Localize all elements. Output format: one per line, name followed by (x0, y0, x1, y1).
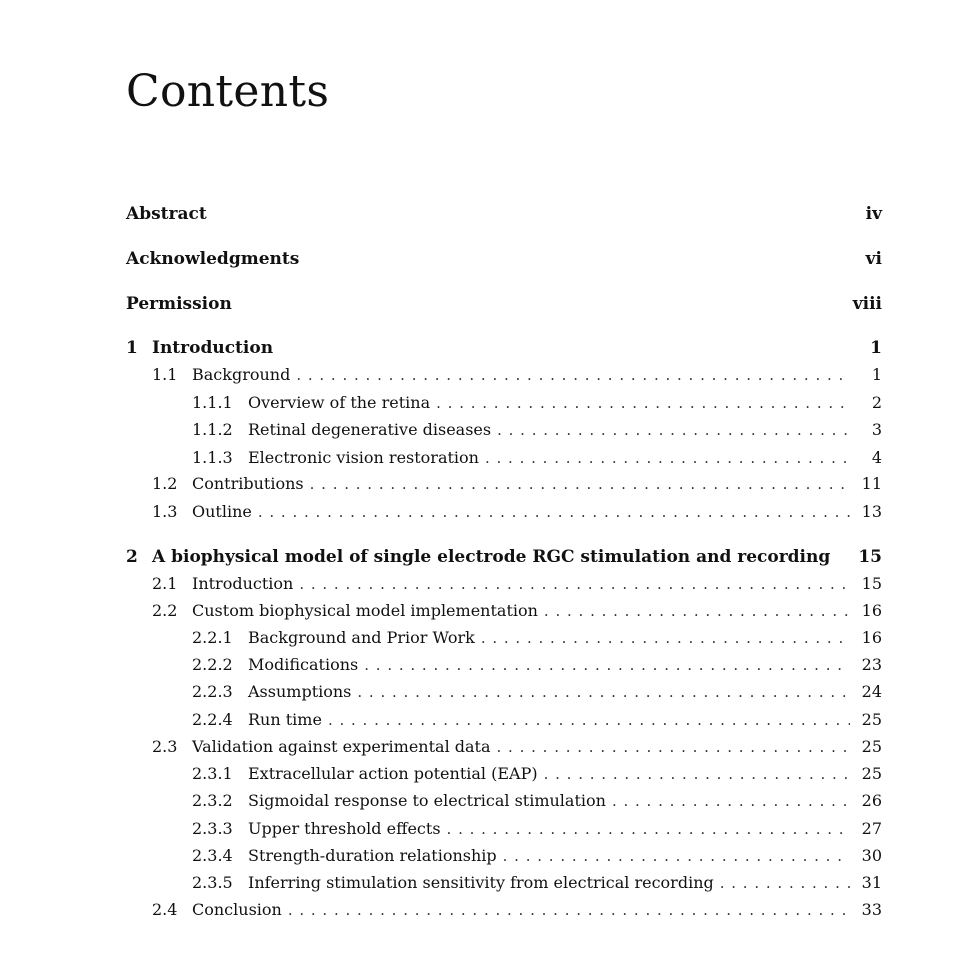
dot-leader (357, 680, 850, 704)
toc-section-number: 2.3 (152, 737, 178, 756)
toc-entry-page: viii (852, 294, 882, 314)
dot-leader (544, 599, 850, 623)
toc-section-title: Introduction (192, 574, 294, 593)
toc-subsection-title: Extracellular action potential (EAP) (248, 764, 538, 783)
toc-subsection-number: 2.2.2 (192, 655, 233, 674)
toc-subsection[interactable] (192, 680, 882, 704)
toc-section-title: Background (192, 365, 291, 384)
toc-subsection-title: Overview of the retina (248, 393, 431, 412)
toc-entry-title: Abstract (126, 204, 207, 224)
page-title: Contents (126, 66, 330, 117)
toc-subsection-title: Electronic vision restoration (248, 448, 479, 467)
toc-subsection-title: Inferring stimulation sensitivity from electrical recording (248, 873, 714, 892)
toc-subsection-page: 30 (861, 846, 882, 865)
toc-subsection-number: 2.3.3 (192, 819, 233, 838)
toc-subsection-number: 2.3.4 (192, 846, 233, 865)
toc-entry-title: Acknowledgments (126, 249, 300, 269)
toc-subsection-number: 2.3.2 (192, 791, 233, 810)
toc-chapter-1[interactable] (126, 336, 882, 360)
toc-section-number: 2.2 (152, 601, 178, 620)
dot-leader (328, 708, 850, 732)
dot-leader (364, 653, 850, 677)
toc-subsection-title: Assumptions (248, 682, 352, 701)
toc-chapter-title: Introduction (152, 338, 274, 358)
toc-chapter-number: 1 (126, 338, 138, 358)
dot-leader (296, 363, 850, 387)
toc-chapter-number: 2 (126, 547, 138, 567)
toc-subsection-title: Retinal degenerative diseases (248, 420, 492, 439)
dot-leader (310, 472, 850, 496)
toc-subsection-number: 2.2.4 (192, 710, 233, 729)
toc-subsection-page: 2 (871, 393, 882, 412)
dot-leader (503, 844, 850, 868)
toc-subsection-number: 1.1.3 (192, 448, 233, 467)
toc-section-page: 11 (861, 474, 882, 493)
dot-leader (288, 898, 850, 922)
toc-subsection-title: Strength-duration relationship (248, 846, 497, 865)
toc-subsection-title: Modifications (248, 655, 359, 674)
toc-subsection[interactable] (192, 653, 882, 677)
toc-section-number: 2.4 (152, 900, 178, 919)
toc-subsection[interactable] (192, 844, 882, 868)
toc-chapter-title: A biophysical model of single electrode RGC stimulation and recording (152, 547, 831, 567)
toc-chapter-page: 1 (870, 338, 882, 358)
toc-section-page: 25 (861, 737, 882, 756)
toc-subsection-page: 4 (871, 448, 882, 467)
toc-subsection-number: 2.2.1 (192, 628, 233, 647)
toc-section-number: 1.1 (152, 365, 178, 384)
toc-section-number: 1.3 (152, 502, 178, 521)
toc-section-title: Outline (192, 502, 252, 521)
toc-subsection-page: 24 (861, 682, 882, 701)
toc-subsection[interactable] (192, 817, 882, 841)
toc-subsection-page: 16 (861, 628, 882, 647)
toc-subsection-number: 1.1.2 (192, 420, 233, 439)
toc-subsection-page: 31 (861, 873, 882, 892)
toc-section-number: 1.2 (152, 474, 178, 493)
toc-subsection-number: 2.3.5 (192, 873, 233, 892)
dot-leader (612, 789, 850, 813)
toc-subsection[interactable] (192, 418, 882, 442)
toc-subsection-title: Run time (248, 710, 322, 729)
dot-leader (299, 572, 850, 596)
dot-leader (258, 500, 850, 524)
toc-subsection[interactable] (192, 871, 882, 895)
toc-subsection-title: Background and Prior Work (248, 628, 475, 647)
toc-subsection-page: 25 (861, 764, 882, 783)
toc-section-page: 33 (861, 900, 882, 919)
dot-leader (720, 871, 850, 895)
dot-leader (436, 391, 850, 415)
toc-subsection-title: Sigmoidal response to electrical stimulation (248, 791, 606, 810)
dot-leader (485, 446, 850, 470)
toc-subsection-page: 26 (861, 791, 882, 810)
toc-section-title: Validation against experimental data (192, 737, 491, 756)
toc-entry-permission[interactable] (126, 292, 882, 316)
dot-leader (544, 762, 850, 786)
dot-leader (447, 817, 850, 841)
toc-section[interactable] (152, 500, 882, 524)
toc-subsection-page: 25 (861, 710, 882, 729)
toc-subsection-number: 2.3.1 (192, 764, 233, 783)
dot-leader (497, 418, 850, 442)
toc-section-title: Conclusion (192, 900, 282, 919)
toc-section-page: 1 (871, 365, 882, 384)
toc-entry-page: iv (865, 204, 882, 224)
toc-entry-abstract[interactable] (126, 202, 882, 226)
toc-section[interactable] (152, 572, 882, 596)
toc-subsection-number: 2.2.3 (192, 682, 233, 701)
toc-section-page: 13 (861, 502, 882, 521)
toc-subsection[interactable] (192, 708, 882, 732)
toc-subsection[interactable] (192, 446, 882, 470)
dot-leader (497, 735, 850, 759)
toc-chapter-page: 15 (858, 547, 882, 567)
toc-section[interactable] (152, 735, 882, 759)
toc-entry-acknowledgments[interactable] (126, 247, 882, 271)
toc-subsection[interactable] (192, 391, 882, 415)
toc-section[interactable] (152, 472, 882, 496)
toc-entry-title: Permission (126, 294, 232, 314)
toc-subsection-page: 27 (861, 819, 882, 838)
toc-subsection[interactable] (192, 789, 882, 813)
toc-entry-page: vi (865, 249, 882, 269)
toc-subsection-title: Upper threshold effects (248, 819, 441, 838)
toc-subsection[interactable] (192, 626, 882, 650)
toc-section[interactable] (152, 363, 882, 387)
toc-section-title: Contributions (192, 474, 304, 493)
toc-section[interactable] (152, 898, 882, 922)
toc-section-page: 15 (861, 574, 882, 593)
toc-section[interactable] (152, 599, 882, 623)
toc-subsection[interactable] (192, 762, 882, 786)
toc-subsection-page: 3 (871, 420, 882, 439)
toc-chapter-2[interactable] (126, 545, 882, 569)
toc-subsection-number: 1.1.1 (192, 393, 233, 412)
dot-leader (481, 626, 850, 650)
toc-section-page: 16 (861, 601, 882, 620)
toc-section-title: Custom biophysical model implementation (192, 601, 538, 620)
toc-section-number: 2.1 (152, 574, 178, 593)
toc-subsection-page: 23 (861, 655, 882, 674)
